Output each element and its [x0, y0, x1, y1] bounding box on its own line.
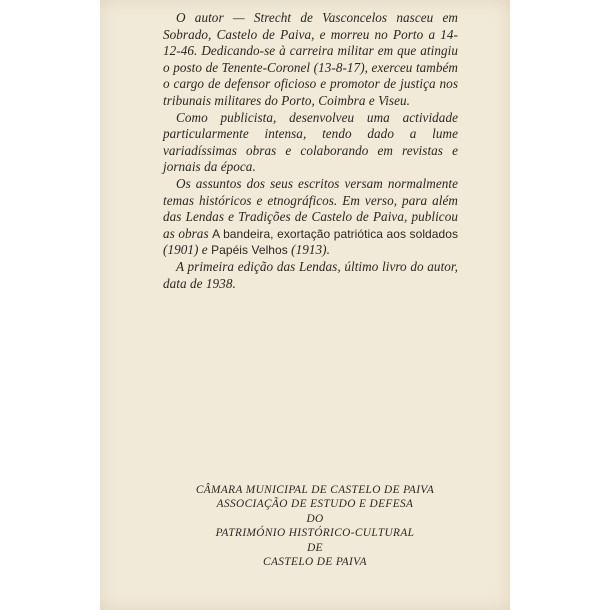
publisher-line-5: DE [307, 541, 323, 554]
bio-paragraph-3 [163, 176, 458, 259]
work-year-1913: (1913). [291, 242, 330, 258]
publisher-line-4: PATRIMÓNIO HISTÓRICO-CULTURAL [215, 527, 415, 540]
author-biography [163, 10, 458, 292]
book-back-cover [100, 0, 510, 610]
publisher-block [100, 483, 530, 569]
bio-paragraph-4: A primeira edição das Lendas, último livro do autor, data de 1938. [163, 258, 458, 291]
work-year-1901: (1901) e [163, 242, 208, 258]
publisher-line-2: ASSOCIAÇÃO DE ESTUDO E DEFESA [216, 498, 414, 511]
publisher-line-3: DO [306, 512, 324, 525]
publisher-line-1: CÂMARA MUNICIPAL DE CASTELO DE PAIVA [195, 484, 435, 496]
bio-paragraph-3-text: Os assuntos dos seus escritos versam normalmente temas históricos e etnográficos. Em verso, para além das Lendas e Tradições de Castelo de Paiva, publicou as obras [163, 175, 458, 241]
work-title-bandeira: A bandeira, exortação patriótica aos soldados [212, 226, 458, 241]
bio-paragraph-2: Como publicista, desenvolveu uma actividade particularmente intensa, tendo dado a lume variadíssimas obras e colaborando em revistas e jornais da época. [163, 109, 458, 175]
bio-paragraph-1: O autor — Strecht de Vasconcelos nasceu em Sobrado, Castelo de Paiva, e morreu no Porto a 14-12-46. Dedicando-se à carreira militar em que atingiu o posto de Tenente-Coronel (13-8-17), exerceu também o cargo de defensor oficioso e promotor de justiça nos tribunais militares do Porto, Coimbra e Viseu. [163, 10, 458, 108]
work-title-papeis-velhos: Papéis Velhos [211, 243, 288, 258]
publisher-line-6: CASTELO DE PAIVA [263, 556, 367, 569]
